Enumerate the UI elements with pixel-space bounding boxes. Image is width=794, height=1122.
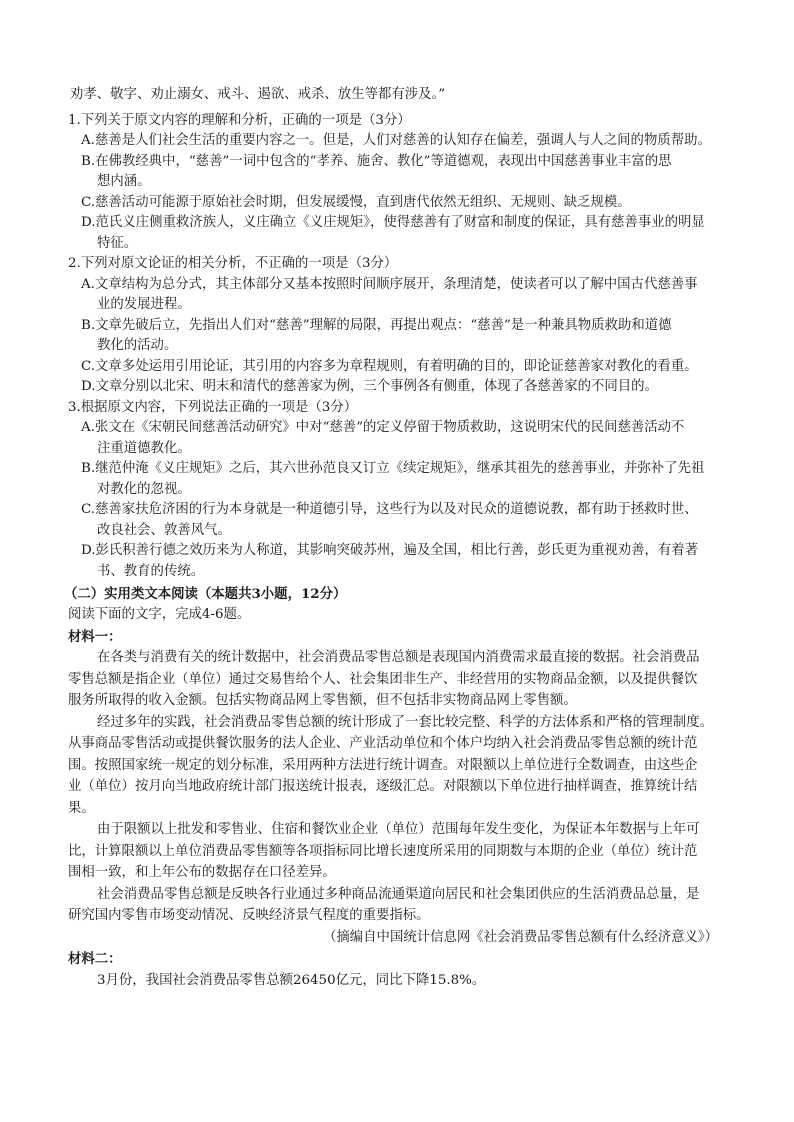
text-line: 教化的活动。: [97, 338, 178, 353]
text-line: 服务所取得的收入金额。包括实物商品网上零售额，但不包括非实物商品网上零售额。: [68, 693, 577, 708]
text-line: 围。按照国家统一规定的划分标准，采用两种方法进行统计调查。对限额以上单位进行全数调查，由这些企: [68, 758, 698, 773]
text-line: 注重道德教化。: [97, 441, 191, 456]
text-line: 阅读下面的文字，完成4-6题。: [68, 607, 251, 622]
text-line: C.慈善家扶危济困的行为本身就是一种道德引导，这些行为以及对民众的道德说教，都有助于拯救时世、: [81, 502, 698, 517]
text-line: 对教化的忽视。: [97, 482, 191, 497]
text-line: 材料二：: [68, 951, 122, 967]
text-line: 3.根据原文内容，下列说法正确的一项是（3分）: [68, 400, 358, 415]
text-line: 材料一：: [68, 629, 122, 645]
text-line: A.慈善是人们社会生活的重要内容之一。但是，人们对慈善的认知存在偏差，强调人与人之间的物质帮助。: [81, 133, 711, 148]
text-line: 1.下列关于原文内容的理解和分析，正确的一项是（3分）: [68, 113, 411, 128]
text-line: 书、教育的传统。: [97, 564, 205, 579]
text-line: 2.下列对原文论证的相关分析，不正确的一项是（3分）: [68, 256, 398, 271]
text-line: 想内涵。: [97, 174, 151, 189]
text-line: A.张文在《宋朝民间慈善活动研究》中对“慈善”的定义停留于物质救助，这说明宋代的民间慈善活动不: [81, 420, 685, 435]
text-line: 在各类与消费有关的统计数据中，社会消费品零售总额是表现国内消费需求最直接的数据。社会消费品: [97, 650, 700, 665]
text-line: A.文章结构为总分式，其主体部分又基本按照时间顺序展开，条理清楚，使读者可以了解中国古代慈善事: [81, 277, 698, 292]
text-line: 由于限额以上批发和零售业、住宿和餐饮业企业（单位）范围每年发生变化，为保证本年数据与上年可: [97, 822, 700, 837]
text-line: （摘编自中国统计信息网《社会消费品零售总额有什么经济意义》）: [323, 930, 719, 945]
text-line: 劝孝、敬字、劝止溺女、戒斗、遏欲、戒杀、放生等都有涉及。”: [70, 87, 446, 102]
text-line: 果。: [68, 801, 95, 816]
text-line: 3月份，我国社会消费品零售总额26450亿元，同比下降15.8%。: [97, 973, 486, 988]
text-line: 研究国内零售市场变动情况、反映经济景气程度的重要指标。: [68, 908, 430, 923]
text-line: 经过多年的实践，社会消费品零售总额的统计形成了一套比较完整、科学的方法体系和严格的管理制度。: [97, 715, 713, 730]
text-line: 围相一致，和上年公布的数据存在口径差异。: [68, 865, 336, 880]
text-line: 社会消费品零售总额是反映各行业通过多种商品流通渠道向居民和社会集团供应的生活消费品总量，是: [97, 887, 700, 902]
text-line: （二）实用类文本阅读（本题共3小题，12分）: [64, 586, 347, 602]
text-line: 零售总额是指企业（单位）通过交易售给个人、社会集团非生产、非经营用的实物商品金额，以及提供餐饮: [68, 672, 698, 687]
text-line: D.范氏义庄侧重救济族人，义庄确立《义庄规矩》，使得慈善有了财富和制度的保证，具有慈善事业的明显: [81, 215, 705, 230]
text-line: 从事商品零售活动或提供餐饮服务的法人企业、产业活动单位和个体户均纳入社会消费品零售总额的统计范: [68, 736, 698, 751]
text-line: B.文章先破后立，先指出人们对“慈善”理解的局限，再提出观点：“慈善”是一种兼具物质救助和道德: [81, 318, 672, 333]
text-line: 改良社会、敦善风气。: [97, 523, 231, 538]
text-line: 比，计算限额以上单位消费品零售额等各项指标同比增长速度所采用的同期数与本期的企业（单位）统计范: [68, 844, 698, 859]
text-line: 业的发展进程。: [97, 297, 191, 312]
text-line: C.文章多处运用引用论证，其引用的内容多为章程规则，有着明确的目的，即论证慈善家对教化的看重。: [81, 359, 698, 374]
text-line: D.文章分别以北宋、明末和清代的慈善家为例，三个事例各有侧重，体现了各慈善家的不同目的。: [81, 379, 658, 394]
text-line: D.彭氏积善行德之效历来为人称道，其影响突破苏州，遍及全国，相比行善，彭氏更为重视劝善，有着著: [81, 543, 699, 558]
text-line: B.在佛教经典中，“慈善”一词中包含的“孝养、施舍、教化”等道德观，表现出中国慈善事业丰富的思: [81, 154, 672, 169]
text-line: 业（单位）按月向当地政府统计部门报送统计报表，逐级汇总。对限额以下单位进行抽样调查，推算统计结: [68, 779, 698, 794]
text-line: 特征。: [97, 236, 138, 251]
text-line: C.慈善活动可能源于原始社会时期，但发展缓慢，直到唐代依然无组织、无规则、缺乏规模。: [81, 195, 631, 210]
text-line: B.继范仲淹《义庄规矩》之后，其六世孙范良又订立《续定规矩》，继承其祖先的慈善事业，并弥补了先祖: [81, 461, 705, 476]
